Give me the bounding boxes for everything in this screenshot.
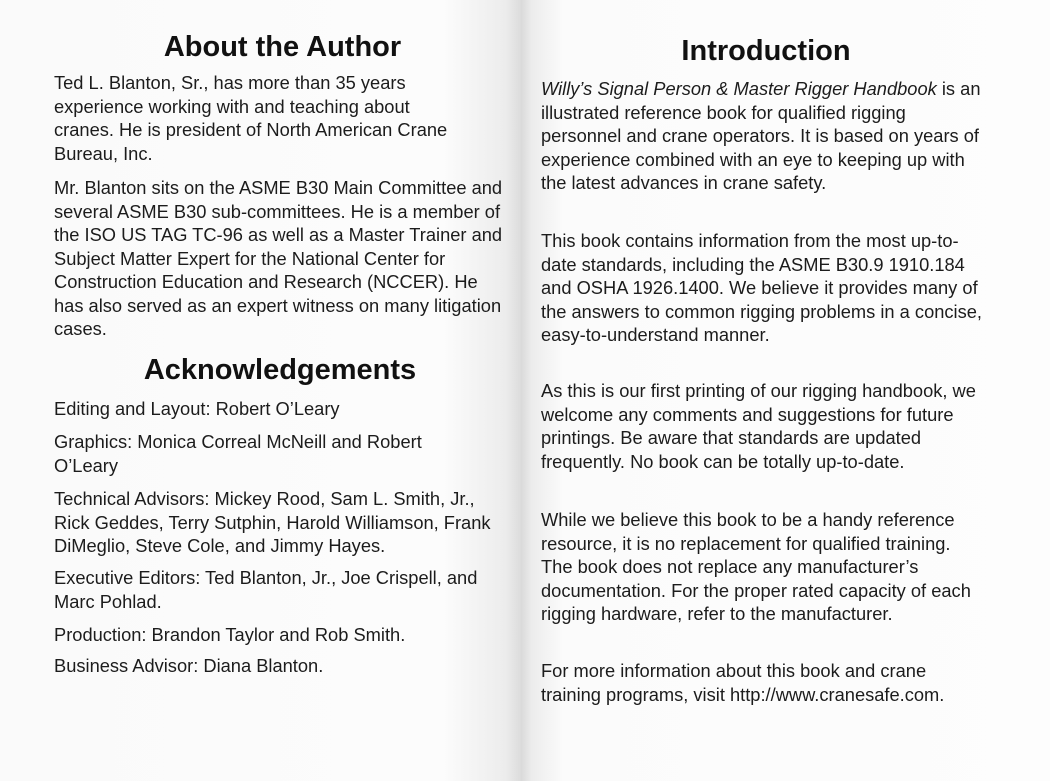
ack-item-business: Business Advisor: Diana Blanton. [54,655,324,676]
intro-paragraph-1 [541,77,989,195]
intro-paragraph-3: As this is our first printing of our rigging handbook, we welcome any comments and suggestions for future printings. Be aware that standards are updated frequently. No book can be totally up-to-date. [541,380,976,472]
about-paragraph-2: Mr. Blanton sits on the ASME B30 Main Committee and several ASME B30 sub-committees. He is a member of the ISO US TAG TC-96 as well as a Master Trainer and Subject Matter Expert for the National Center for Construction Education and Research (NCCER). He has also served as an expert witness on many litigation cases. [54,177,503,339]
ack-item-editing: Editing and Layout: Robert O’Leary [54,398,340,419]
ack-item-production: Production: Brandon Taylor and Rob Smith. [54,624,406,645]
intro-book-title: Willy’s Signal Person & Master Rigger Handbook [541,78,937,99]
about-author-heading: About the Author [163,31,402,63]
acknowledgements-heading: Acknowledgements [143,354,417,386]
introduction-heading: Introduction [681,35,851,67]
intro-paragraph-2: This book contains information from the most up-to-date standards, including the ASME B30.9 1910.184 and OSHA 1926.1400. We believe it provides many of the answers to common rigging problems in a concise, easy-to-understand manner. [541,230,982,345]
ack-item-technical: Technical Advisors: Mickey Rood, Sam L. Smith, Jr., Rick Geddes, Terry Sutphin, Harold Williamson, Frank DiMeglio, Steve Cole, and Jimmy Hayes. [54,488,491,556]
ack-item-graphics: Graphics: Monica Correal McNeill and Robert O’Leary [54,431,422,476]
left-page [0,0,521,781]
intro-paragraph-4: While we believe this book to be a handy reference resource, it is no replacement for qualified training. The book does not replace any manufacturer’s documentation. For the proper rated capacity of each rigging hardware, refer to the manufacturer. [541,509,971,624]
about-paragraph-1: Ted L. Blanton, Sr., has more than 35 years experience working with and teaching about cranes. He is president of North American Crane Bureau, Inc. [54,72,448,164]
ack-item-executive: Executive Editors: Ted Blanton, Jr., Joe Crispell, and Marc Pohlad. [54,567,478,612]
intro-paragraph-1-text: is an illustrated reference book for qualified rigging personnel and crane operators. It is based on years of experience combined with an eye to keeping up with the latest advances in crane safety. [541,78,981,193]
right-page [521,0,1050,781]
intro-paragraph-5: For more information about this book and crane training programs, visit http://www.cranesafe.com. [541,660,945,705]
